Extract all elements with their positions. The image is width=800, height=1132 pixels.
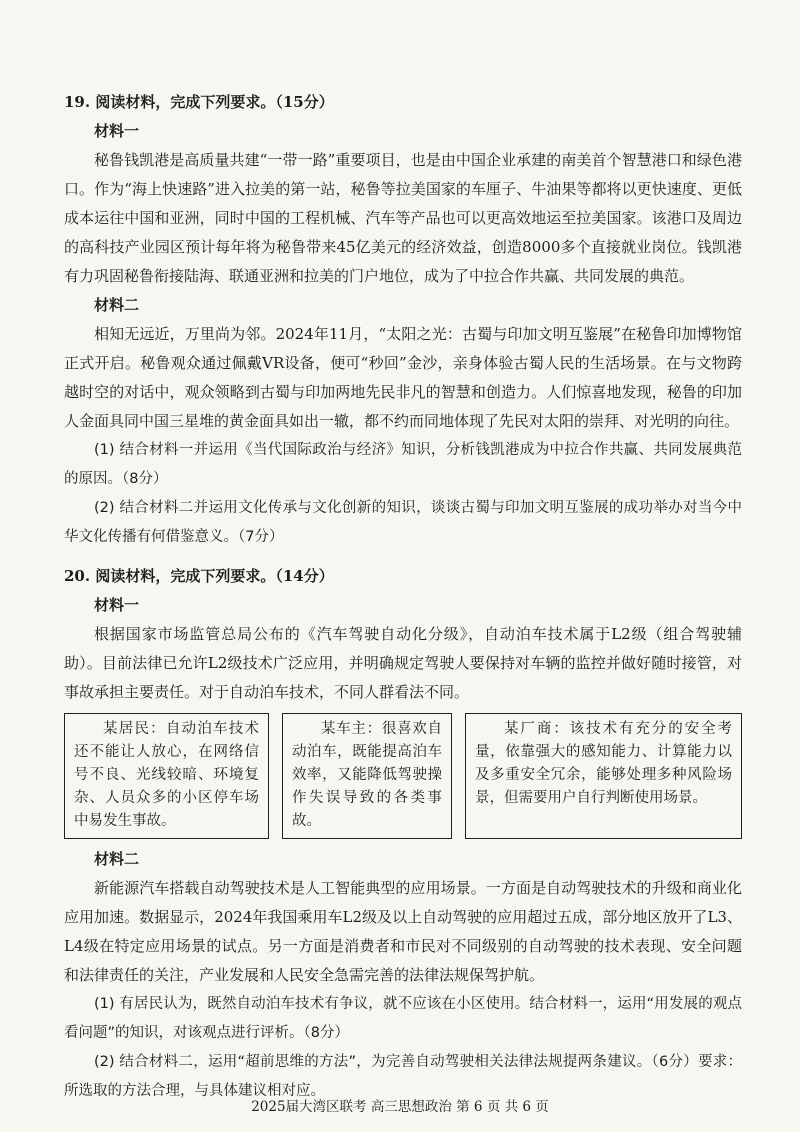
q20-material2-label: 材料二: [94, 850, 140, 868]
question-19-title: 19. 阅读材料，完成下列要求。（15分）: [64, 93, 334, 111]
q20-material1-label: 材料一: [94, 596, 140, 614]
q20-material2-text: 新能源汽车搭载自动驾驶技术是人工智能典型的应用场景。一方面是自动驾驶技术的升级和商业化应用加速。数据显示，2024年我国乘用车L2级及以上自动驾驶的应用超过五成，部分地区放开了L3、L4级在特定应用场景的试点。另一方面是消费者和市民对不同级别的自动驾驶的技术表现、安全问题和法律责任的关注，产业发展和人民安全急需完善的法律法规保驾护航。: [64, 879, 742, 984]
question-19: [64, 88, 742, 552]
opinion-box-manufacturer: 某厂商：该技术有充分的安全考量，依靠强大的感知能力、计算能力以及多重安全冗余，能够处理多种风险场景，但需要用户自行判断使用场景。: [465, 713, 742, 839]
page-footer: 2025届大湾区联考 高三思想政治 第 6 页 共 6 页: [251, 1099, 549, 1115]
opinion-box-resident: 某居民：自动泊车技术还不能让人放心，在网络信号不良、光线较暗、环境复杂、人员众多的小区停车场中易发生事故。: [64, 713, 269, 839]
q19-material1-label: 材料一: [94, 122, 140, 140]
q19-subquestion-1: (1) 结合材料一并运用《当代国际政治与经济》知识，分析钱凯港成为中拉合作共赢、共同发展典范的原因。（8分）: [64, 442, 742, 487]
q20-subquestion-2: (2) 结合材料二，运用“超前思维的方法”，为完善自动驾驶相关法律法规提两条建议。（6分）要求：所选取的方法合理，与具体建议相对应。: [64, 1054, 742, 1099]
opinion-boxes: [64, 713, 742, 839]
question-20-title: 20. 阅读材料，完成下列要求。（14分）: [64, 567, 334, 585]
q20-subquestion-1: (1) 有居民认为，既然自动泊车技术有争议，就不应该在小区使用。结合材料一，运用“用发展的观点看问题”的知识，对该观点进行评析。（8分）: [64, 996, 742, 1041]
question-20: [64, 562, 742, 1106]
q19-material2-text: 相知无远近，万里尚为邻。2024年11月，“太阳之光：古蜀与印加文明互鉴展”在秘鲁印加博物馆正式开启。秘鲁观众通过佩戴VR设备，便可“秒回”金沙，亲身体验古蜀人民的生活场景。在与文物跨越时空的对话中，观众领略到古蜀与印加两地先民非凡的智慧和创造力。人们惊喜地发现，秘鲁的印加人金面具同中国三星堆的黄金面具如出一辙，都不约而同地体现了先民对太阳的崇拜、对光明的向往。: [64, 325, 742, 430]
q19-subquestion-2: (2) 结合材料二并运用文化传承与文化创新的知识，谈谈古蜀与印加文明互鉴展的成功举办对当今中华文化传播有何借鉴意义。（7分）: [64, 500, 742, 545]
q20-material1-text: 根据国家市场监管总局公布的《汽车驾驶自动化分级》，自动泊车技术属于L2级（组合驾驶辅助）。目前法律已允许L2级技术广泛应用，并明确规定驾驶人要保持对车辆的监控并做好随时接管，对事故承担主要责任。对于自动泊车技术，不同人群看法不同。: [64, 625, 742, 701]
opinion-box-car-owner: 某车主：很喜欢自动泊车，既能提高泊车效率，又能降低驾驶操作失误导致的各类事故。: [282, 713, 452, 839]
q19-material2-label: 材料二: [94, 296, 140, 314]
q19-material1-text: 秘鲁钱凯港是高质量共建“一带一路”重要项目，也是由中国企业承建的南美首个智慧港口和绿色港口。作为“海上快速路”进入拉美的第一站，秘鲁等拉美国家的车厘子、牛油果等都将以更快速度、更低成本运往中国和亚洲，同时中国的工程机械、汽车等产品也可以更高效地运至拉美国家。该港口及周边的高科技产业园区预计每年将为秘鲁带来45亿美元的经济效益，创造8000多个直接就业岗位。钱凯港有力巩固秘鲁衔接陆海、联通亚洲和拉美的门户地位，成为了中拉合作共赢、共同发展的典范。: [64, 151, 742, 285]
